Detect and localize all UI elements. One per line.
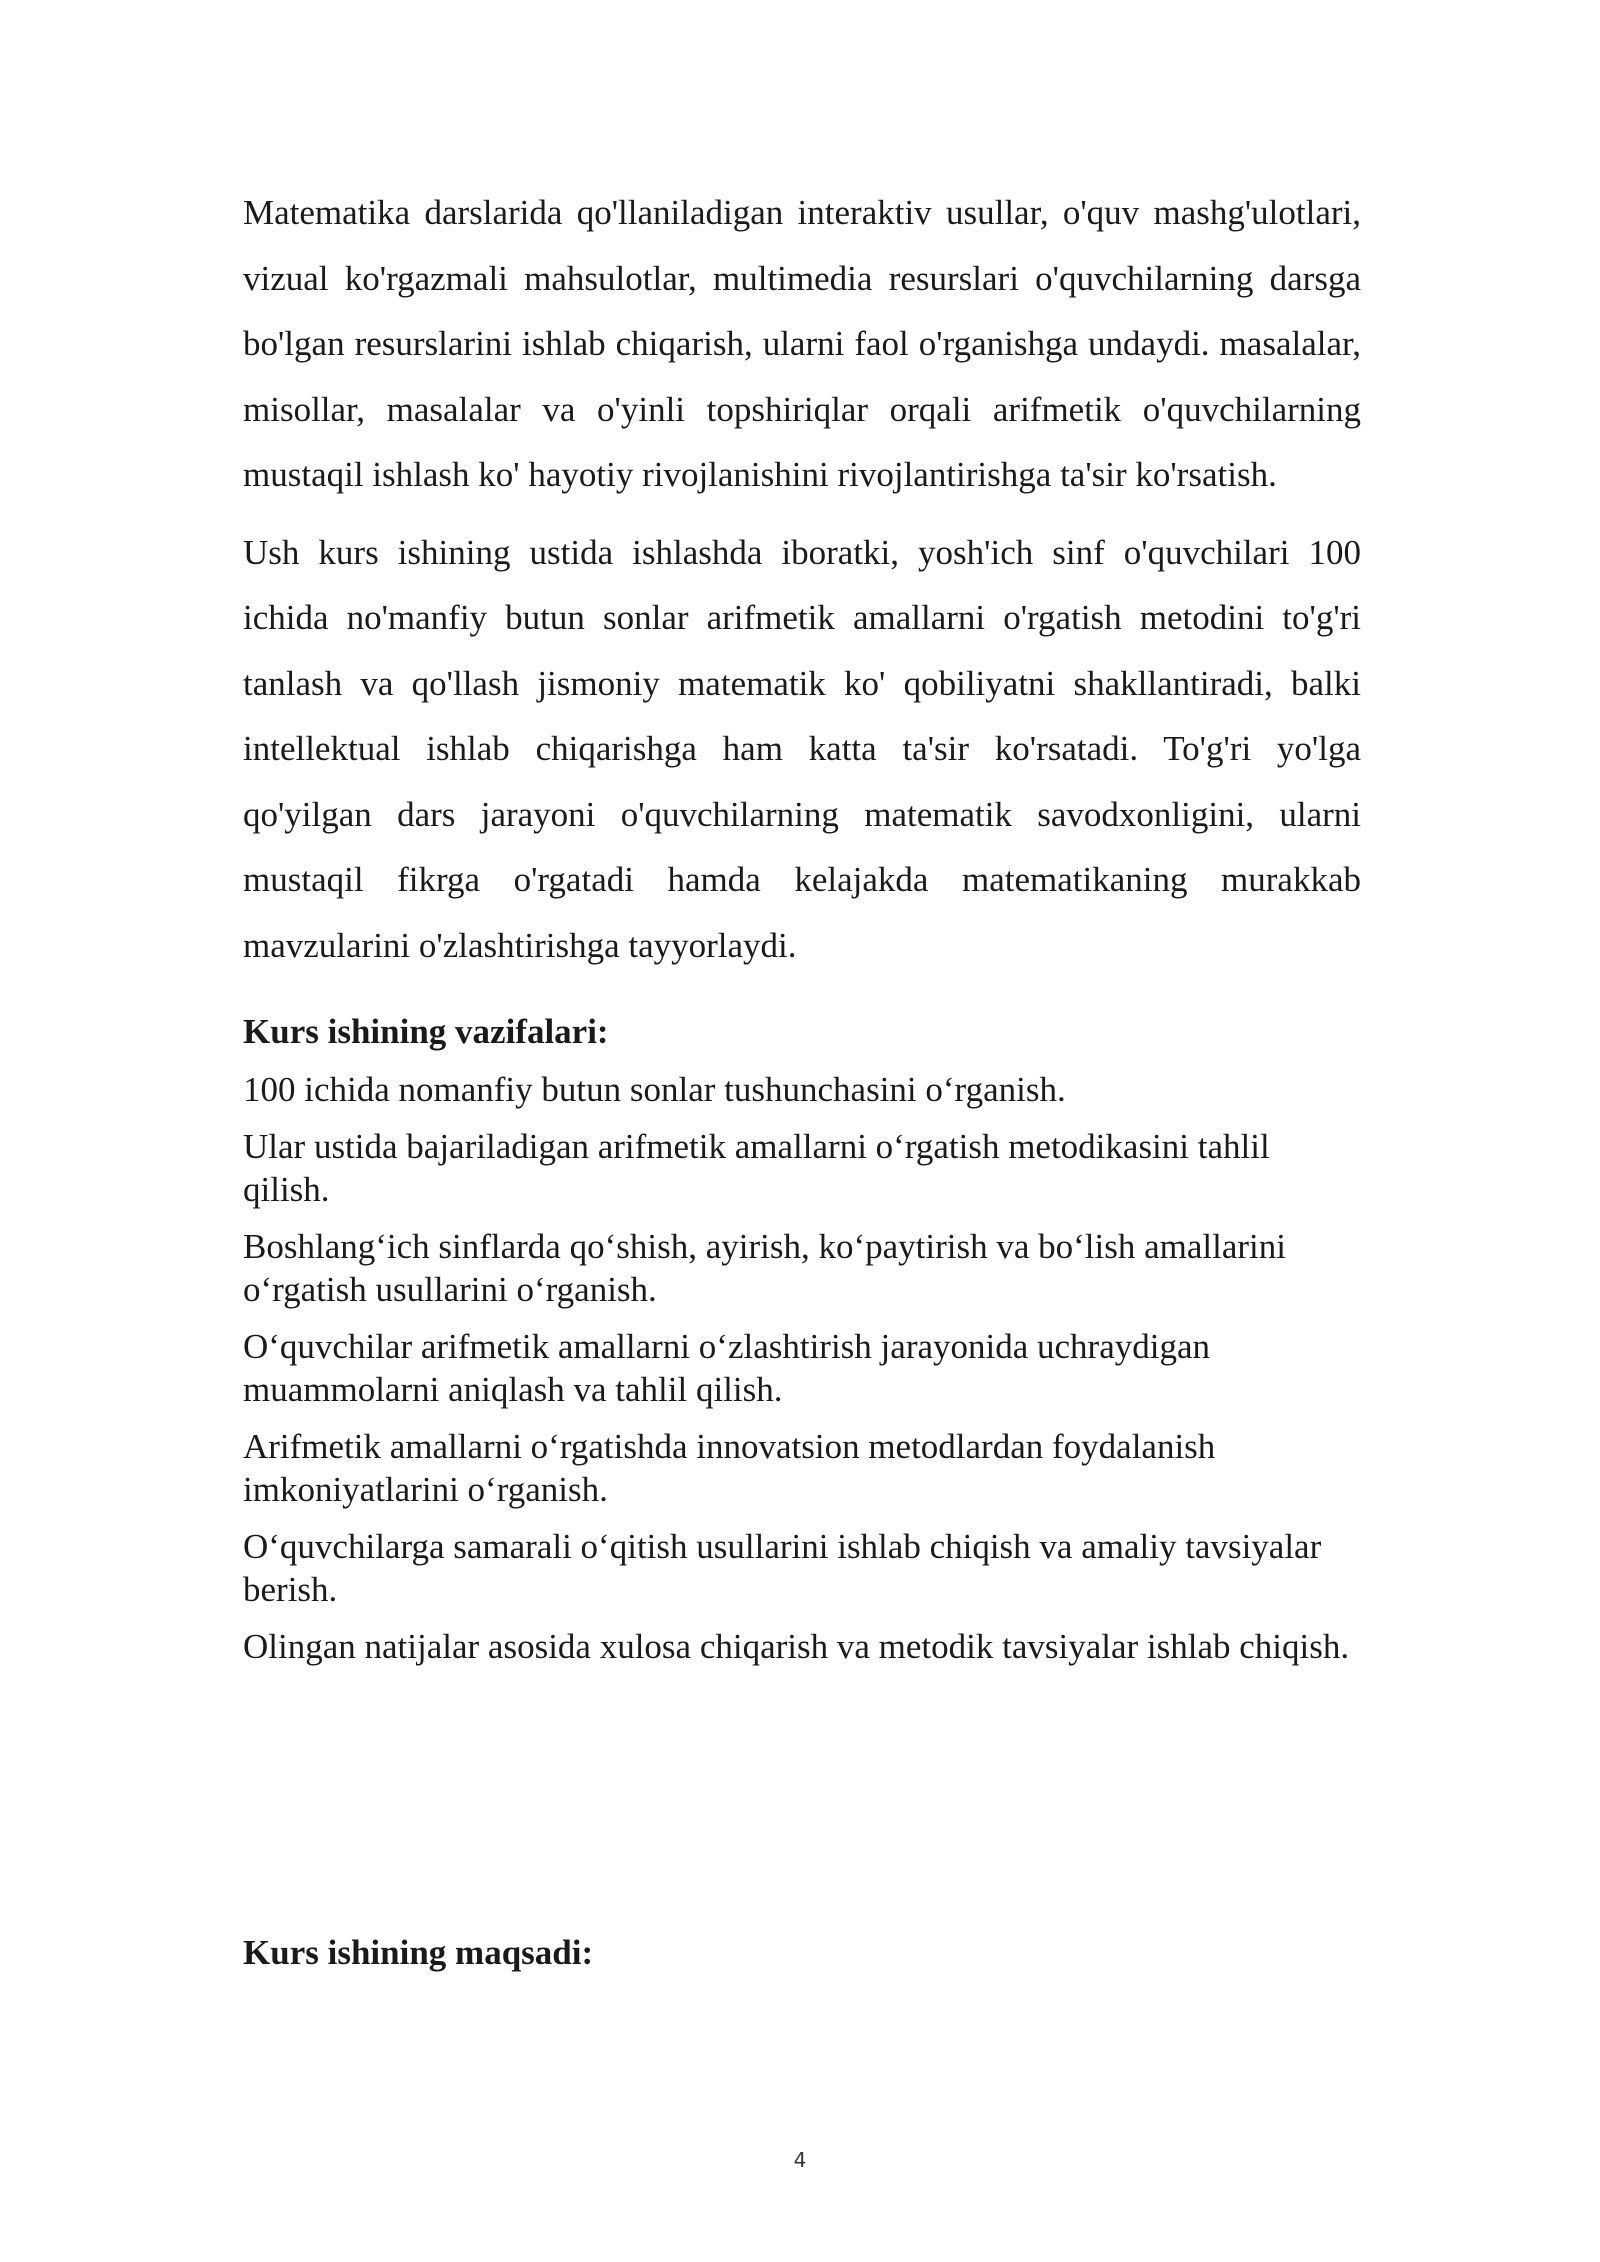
intro-paragraph: Matematika darslarida qo'llaniladigan interaktiv usullar, o'quv mashg'ulotlari, vizual ko'rgazmali mahsulotlar, multimedia resurslari o'quvchilarning darsga bo'lgan resurslarini ishlab chiqarish, ularni faol o'rganishga undaydi. masalalar, misollar, masalalar va o'yinli topshiriqlar orqali arifmetik o'quvchilarning mustaqil ishlash ko' hayotiy rivojlanishini rivojlantirishga ta'sir ko'rsatish. bbox=[243, 193, 1361, 494]
tasks-heading: Kurs ishining vazifalari: bbox=[243, 1012, 609, 1051]
list-item: O‘quvchilar arifmetik amallarni o‘zlashtirish jarayonida uchraydigan muammolarni aniqlash va tahlil qilish. bbox=[243, 1327, 1210, 1409]
list-item: Boshlang‘ich sinflarda qo‘shish, ayirish, ko‘paytirish va bo‘lish amallarini o‘rgatish usullarini o‘rganish. bbox=[243, 1227, 1286, 1309]
list-item: O‘quvchilarga samarali o‘qitish usullarini ishlab chiqish va amaliy tavsiyalar berish. bbox=[243, 1527, 1322, 1609]
goal-heading: Kurs ishining maqsadi: bbox=[243, 1933, 594, 1972]
relevance-paragraph: Ush kurs ishining ustida ishlashda iboratki, yosh'ich sinf o'quvchilari 100 ichida no'manfiy butun sonlar arifmetik amallarni o'rgatish metodini to'g'ri tanlash va qo'llash jismoniy matematik ko' qobiliyatni shakllantiradi, balki intellektual ishlab chiqarishga ham katta ta'sir ko'rsatadi. To'g'ri yo'lga qo'yilgan dars jarayoni o'quvchilarning matematik savodxonligini, ularni mustaqil fikrga o'rgatadi hamda kelajakda matematikaning murakkab mavzularini o'zlashtirishga tayyorlaydi. bbox=[243, 532, 1361, 965]
tasks-list bbox=[243, 1068, 1361, 1668]
list-item: Olingan natijalar asosida xulosa chiqarish va metodik tavsiyalar ishlab chiqish. bbox=[243, 1627, 1350, 1666]
page-content bbox=[243, 180, 1361, 1682]
list-item: 100 ichida nomanfiy butun sonlar tushunchasini o‘rganish. bbox=[243, 1070, 1066, 1109]
list-item: Arifmetik amallarni o‘rgatishda innovatsion metodlardan foydalanish imkoniyatlarini o‘rganish. bbox=[243, 1427, 1216, 1509]
list-item: Ular ustida bajariladigan arifmetik amallarni o‘rgatish metodikasini tahlil qilish. bbox=[243, 1127, 1270, 1209]
page-number: 4 bbox=[793, 2148, 807, 2172]
